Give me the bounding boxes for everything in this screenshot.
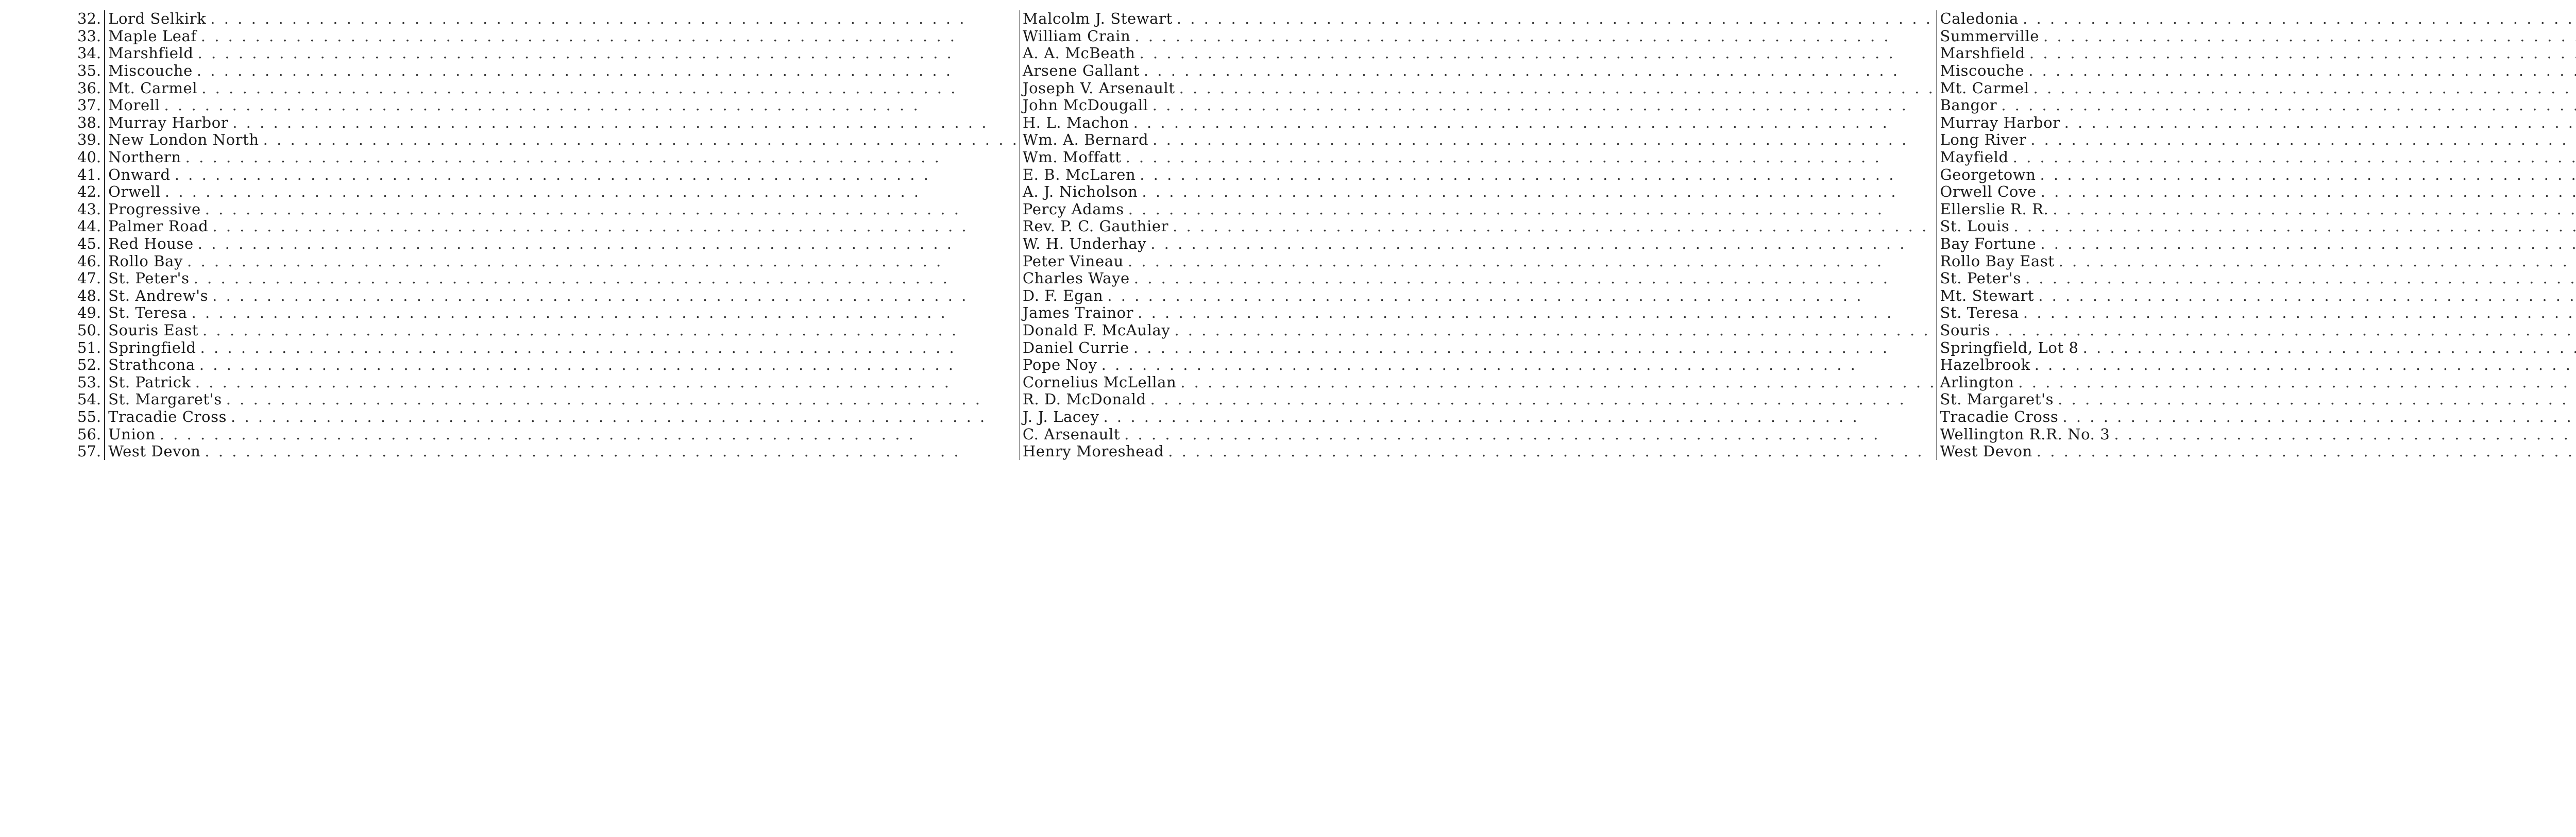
club-name-cell: [105, 183, 1019, 201]
president-address-cell: [1937, 45, 2576, 62]
club-name: Marshfield: [108, 44, 194, 62]
club-name: St. Margaret's: [108, 390, 222, 408]
dot-leader: [2030, 356, 2576, 373]
table-row: [77, 183, 2576, 201]
row-number: 55.: [77, 408, 105, 426]
table-row: [77, 322, 2576, 339]
president-name-cell: [1019, 79, 1937, 97]
row-number: 52.: [77, 356, 105, 374]
dot-leader: [2025, 45, 2576, 62]
club-name: Maple Leaf: [108, 27, 197, 45]
club-name: Springfield: [108, 338, 196, 356]
table-row: [77, 252, 2576, 270]
president-address: Orwell Cove: [1940, 183, 2037, 201]
club-name-cell: [105, 149, 1019, 166]
club-name: Miscouche: [108, 62, 193, 80]
president-address: St. Peter's: [1940, 269, 2021, 287]
row-number: 35.: [77, 62, 105, 80]
dot-leader: [2037, 183, 2576, 200]
dot-leader: [1138, 183, 1936, 200]
row-number: 33.: [77, 28, 105, 45]
president-address: Murray Harbor: [1940, 113, 2060, 131]
president-address-cell: [1937, 339, 2576, 356]
club-name-cell: [105, 443, 1019, 460]
president-name: John McDougall: [1022, 96, 1148, 114]
president-address: Caledonia: [1940, 10, 2019, 28]
president-name: Daniel Currie: [1022, 338, 1129, 356]
club-name: New London North: [108, 131, 259, 149]
club-name: St. Peter's: [108, 269, 190, 287]
dot-leader: [171, 166, 1019, 183]
president-name: H. L. Machon: [1022, 113, 1129, 131]
dot-leader: [1148, 97, 1937, 114]
dot-leader: [181, 149, 1019, 166]
president-name: W. H. Underhay: [1022, 235, 1147, 253]
row-number: 48.: [77, 287, 105, 305]
club-name-cell: [105, 373, 1019, 391]
dot-leader: [2036, 235, 2576, 252]
president-name: Wm. A. Bernard: [1022, 131, 1149, 149]
dot-leader: [208, 287, 1019, 304]
president-name: C. Arsenault: [1022, 425, 1121, 443]
club-name: Murray Harbor: [108, 113, 229, 131]
president-address-cell: [1937, 356, 2576, 374]
dot-leader: [1120, 426, 1936, 443]
president-address: Mt. Carmel: [1940, 79, 2029, 97]
dot-leader: [1103, 287, 1936, 304]
club-name-cell: [105, 166, 1019, 183]
president-name: Malcolm J. Stewart: [1022, 10, 1173, 28]
dot-leader: [1140, 62, 1937, 79]
president-address-cell: [1937, 270, 2576, 287]
table-row: [77, 45, 2576, 62]
president-address: Hazelbrook: [1940, 356, 2030, 374]
president-address-cell: [1937, 425, 2576, 443]
dot-leader: [1129, 339, 1937, 356]
row-number: 57.: [77, 443, 105, 460]
president-address-cell: [1937, 218, 2576, 235]
president-address-cell: [1937, 287, 2576, 305]
president-name: Donald F. McAulay: [1022, 321, 1171, 339]
dot-leader: [2110, 426, 2576, 443]
dot-leader: [1164, 443, 1936, 460]
table-row: [77, 10, 2576, 28]
dot-leader: [197, 28, 1019, 45]
dot-leader: [2054, 391, 2576, 408]
row-number: 42.: [77, 183, 105, 201]
club-name-cell: [105, 270, 1019, 287]
club-name-cell: [105, 304, 1019, 322]
president-name-cell: [1019, 149, 1937, 166]
president-name: J. J. Lacey: [1022, 407, 1099, 425]
row-number: 45.: [77, 235, 105, 253]
president-address: Wellington R.R. No. 3: [1940, 425, 2110, 443]
president-address: Miscouche: [1940, 62, 2025, 80]
dot-leader: [190, 270, 1019, 287]
table-row: [77, 356, 2576, 374]
president-name-cell: [1019, 62, 1937, 80]
club-name-cell: [105, 218, 1019, 235]
president-name-cell: [1019, 131, 1937, 149]
club-name: Northern: [108, 148, 181, 166]
president-name-cell: [1019, 408, 1937, 426]
row-number: 36.: [77, 79, 105, 97]
dot-leader: [1124, 253, 1937, 270]
president-name: William Crain: [1022, 27, 1131, 45]
dot-leader: [183, 253, 1019, 270]
row-number: 49.: [77, 304, 105, 322]
dot-leader: [2058, 408, 2576, 425]
president-address: Ellerslie R. R.: [1940, 200, 2049, 218]
dot-leader: [1148, 131, 1936, 148]
president-address-cell: [1937, 28, 2576, 45]
table-row: [77, 339, 2576, 356]
row-number: 54.: [77, 391, 105, 408]
dot-leader: [160, 97, 1019, 114]
dot-leader: [2014, 374, 2576, 391]
club-roster-table: [77, 10, 2576, 460]
table-row: [77, 391, 2576, 408]
president-address: Springfield, Lot 8: [1940, 338, 2079, 356]
dot-leader: [1176, 374, 1936, 391]
president-name-cell: [1019, 218, 1937, 235]
table-row: [77, 373, 2576, 391]
dot-leader: [227, 408, 1019, 425]
president-name: Percy Adams: [1022, 200, 1124, 218]
dot-leader: [191, 374, 1019, 391]
president-address-cell: [1937, 443, 2576, 460]
president-name: Pope Noy: [1022, 356, 1097, 374]
table-row: [77, 235, 2576, 253]
dot-leader: [259, 131, 1019, 148]
club-name-cell: [105, 114, 1019, 132]
table-row: [77, 97, 2576, 114]
president-address-cell: [1937, 10, 2576, 28]
row-number: 34.: [77, 45, 105, 62]
club-name-cell: [105, 10, 1019, 28]
club-name: Onward: [108, 165, 171, 183]
club-name-cell: [105, 391, 1019, 408]
table-row: [77, 270, 2576, 287]
club-name-cell: [105, 356, 1019, 374]
roster-body: [77, 10, 2576, 460]
president-address: St. Margaret's: [1940, 390, 2054, 408]
dot-leader: [161, 183, 1019, 200]
president-address-cell: [1937, 304, 2576, 322]
president-address: St. Louis: [1940, 217, 2010, 235]
club-name: St. Patrick: [108, 373, 191, 391]
president-address: Mt. Stewart: [1940, 286, 2035, 304]
president-name: James Trainor: [1022, 304, 1134, 322]
president-address-cell: [1937, 166, 2576, 183]
dot-leader: [2079, 339, 2576, 356]
row-number: 47.: [77, 270, 105, 287]
table-row: [77, 114, 2576, 132]
row-number: 56.: [77, 425, 105, 443]
dot-leader: [1146, 235, 1936, 252]
club-name: Rollo Bay: [108, 252, 183, 270]
dot-leader: [1997, 97, 2576, 114]
dot-leader: [1136, 166, 1936, 183]
dot-leader: [228, 114, 1019, 131]
president-address-cell: [1937, 149, 2576, 166]
president-name: Rev. P. C. Gauthier: [1022, 217, 1169, 235]
dot-leader: [1133, 304, 1936, 321]
president-address: Rollo Bay East: [1940, 252, 2055, 270]
club-name-cell: [105, 62, 1019, 80]
dot-leader: [2036, 166, 2576, 183]
row-number: 51.: [77, 339, 105, 356]
dot-leader: [194, 45, 1019, 62]
dot-leader: [208, 218, 1019, 235]
dot-leader: [197, 80, 1019, 97]
row-number: 43.: [77, 201, 105, 218]
dot-leader: [2019, 10, 2576, 27]
president-address-cell: [1937, 391, 2576, 408]
dot-leader: [2060, 114, 2576, 131]
row-number: 39.: [77, 131, 105, 149]
dot-leader: [195, 356, 1019, 373]
table-row: [77, 149, 2576, 166]
club-name-cell: [105, 408, 1019, 426]
row-number: 38.: [77, 114, 105, 132]
president-name-cell: [1019, 270, 1937, 287]
table-row: [77, 425, 2576, 443]
president-address: Summerville: [1940, 27, 2040, 45]
table-row: [77, 79, 2576, 97]
president-address: Marshfield: [1940, 44, 2025, 62]
table-row: [77, 131, 2576, 149]
club-name: Souris East: [108, 321, 198, 339]
president-address-cell: [1937, 183, 2576, 201]
dot-leader: [1170, 322, 1936, 339]
club-name: West Devon: [108, 442, 201, 460]
president-name-cell: [1019, 183, 1937, 201]
dot-leader: [200, 443, 1019, 460]
president-name: E. B. McLaren: [1022, 165, 1136, 183]
president-address: Arlington: [1940, 373, 2014, 391]
club-name-cell: [105, 322, 1019, 339]
club-name: Union: [108, 425, 156, 443]
table-row: [77, 304, 2576, 322]
dot-leader: [2021, 270, 2576, 287]
row-number: 41.: [77, 166, 105, 183]
dot-leader: [2024, 62, 2576, 79]
president-name: A. A. McBeath: [1022, 44, 1136, 62]
row-number: 44.: [77, 218, 105, 235]
dot-leader: [2026, 131, 2576, 148]
president-name-cell: [1019, 322, 1937, 339]
dot-leader: [1097, 356, 1937, 373]
dot-leader: [1124, 201, 1937, 218]
club-name: St. Teresa: [108, 304, 188, 322]
dot-leader: [2039, 28, 2576, 45]
president-name: Charles Waye: [1022, 269, 1130, 287]
table-row: [77, 201, 2576, 218]
president-name-cell: [1019, 10, 1937, 28]
dot-leader: [2034, 287, 2576, 304]
club-name: Mt. Carmel: [108, 79, 198, 97]
dot-leader: [201, 201, 1019, 218]
dot-leader: [194, 235, 1019, 252]
dot-leader: [2029, 80, 2576, 97]
president-name-cell: [1019, 373, 1937, 391]
president-address: St. Teresa: [1940, 304, 2019, 322]
president-name-cell: [1019, 28, 1937, 45]
president-address-cell: [1937, 252, 2576, 270]
president-name-cell: [1019, 235, 1937, 253]
president-address: West Devon: [1940, 442, 2032, 460]
president-address-cell: [1937, 97, 2576, 114]
president-address-cell: [1937, 114, 2576, 132]
president-name: R. D. McDonald: [1022, 390, 1146, 408]
president-name: D. F. Egan: [1022, 286, 1104, 304]
president-address: Souris: [1940, 321, 1991, 339]
club-name-cell: [105, 28, 1019, 45]
dot-leader: [2019, 304, 2576, 321]
dot-leader: [1129, 114, 1937, 131]
dot-leader: [188, 304, 1019, 321]
president-address: Long River: [1940, 131, 2027, 149]
club-name-cell: [105, 45, 1019, 62]
club-name: Strathcona: [108, 356, 195, 374]
row-number: 50.: [77, 322, 105, 339]
dot-leader: [222, 391, 1019, 408]
president-address-cell: [1937, 62, 2576, 80]
row-number: 32.: [77, 10, 105, 28]
president-address-cell: [1937, 201, 2576, 218]
president-name-cell: [1019, 356, 1937, 374]
president-address: Bay Fortune: [1940, 235, 2037, 253]
club-name: Progressive: [108, 200, 201, 218]
row-number: 53.: [77, 373, 105, 391]
president-name-cell: [1019, 97, 1937, 114]
president-address-cell: [1937, 373, 2576, 391]
club-name: Morell: [108, 96, 160, 114]
dot-leader: [1130, 270, 1937, 287]
table-row: [77, 62, 2576, 80]
row-number: 40.: [77, 149, 105, 166]
president-name-cell: [1019, 166, 1937, 183]
dot-leader: [1121, 149, 1936, 166]
club-name: Lord Selkirk: [108, 10, 207, 28]
dot-leader: [196, 339, 1019, 356]
president-address: Mayfield: [1940, 148, 2009, 166]
president-name-cell: [1019, 304, 1937, 322]
president-name-cell: [1019, 252, 1937, 270]
club-name-cell: [105, 201, 1019, 218]
dot-leader: [1990, 322, 2576, 339]
club-name: Palmer Road: [108, 217, 209, 235]
club-name-cell: [105, 425, 1019, 443]
dot-leader: [156, 426, 1019, 443]
president-name-cell: [1019, 201, 1937, 218]
president-name-cell: [1019, 425, 1937, 443]
president-address-cell: [1937, 131, 2576, 149]
president-name: Henry Moreshead: [1022, 442, 1164, 460]
president-name-cell: [1019, 391, 1937, 408]
table-row: [77, 287, 2576, 305]
dot-leader: [1135, 45, 1936, 62]
president-name-cell: [1019, 443, 1937, 460]
dot-leader: [198, 322, 1019, 339]
club-name-cell: [105, 252, 1019, 270]
president-address-cell: [1937, 79, 2576, 97]
table-row: [77, 166, 2576, 183]
dot-leader: [1130, 28, 1936, 45]
club-name: Orwell: [108, 183, 161, 201]
dot-leader: [1146, 391, 1937, 408]
president-address: Tracadie Cross: [1940, 407, 2059, 425]
president-name: Arsene Gallant: [1022, 62, 1140, 80]
club-name: St. Andrew's: [108, 286, 209, 304]
president-name-cell: [1019, 45, 1937, 62]
club-name: Red House: [108, 235, 194, 253]
president-address-cell: [1937, 322, 2576, 339]
president-name-cell: [1019, 287, 1937, 305]
dot-leader: [1173, 10, 1937, 27]
dot-leader: [193, 62, 1019, 79]
dot-leader: [1168, 218, 1936, 235]
table-row: [77, 408, 2576, 426]
table-row: [77, 28, 2576, 45]
club-name-cell: [105, 287, 1019, 305]
dot-leader: [1099, 408, 1936, 425]
dot-leader: [2055, 253, 2576, 270]
president-address-cell: [1937, 408, 2576, 426]
club-name-cell: [105, 131, 1019, 149]
president-name: A. J. Nicholson: [1022, 183, 1138, 201]
club-name-cell: [105, 79, 1019, 97]
table-row: [77, 443, 2576, 460]
table-row: [77, 218, 2576, 235]
dot-leader: [2032, 443, 2576, 460]
president-name: Joseph V. Arsenault: [1022, 79, 1175, 97]
president-address: Bangor: [1940, 96, 1997, 114]
president-address: Georgetown: [1940, 165, 2036, 183]
dot-leader: [1175, 80, 1937, 97]
president-name: Cornelius McLellan: [1022, 373, 1177, 391]
president-name: Wm. Moffatt: [1022, 148, 1122, 166]
dot-leader: [2009, 149, 2576, 166]
dot-leader: [2009, 218, 2576, 235]
president-name-cell: [1019, 339, 1937, 356]
president-name-cell: [1019, 114, 1937, 132]
row-number: 37.: [77, 97, 105, 114]
club-name-cell: [105, 97, 1019, 114]
dot-leader: [2048, 201, 2576, 218]
club-name-cell: [105, 235, 1019, 253]
president-address-cell: [1937, 235, 2576, 253]
club-name-cell: [105, 339, 1019, 356]
dot-leader: [206, 10, 1019, 27]
president-name: Peter Vineau: [1022, 252, 1124, 270]
row-number: 46.: [77, 252, 105, 270]
club-name: Tracadie Cross: [108, 407, 227, 425]
